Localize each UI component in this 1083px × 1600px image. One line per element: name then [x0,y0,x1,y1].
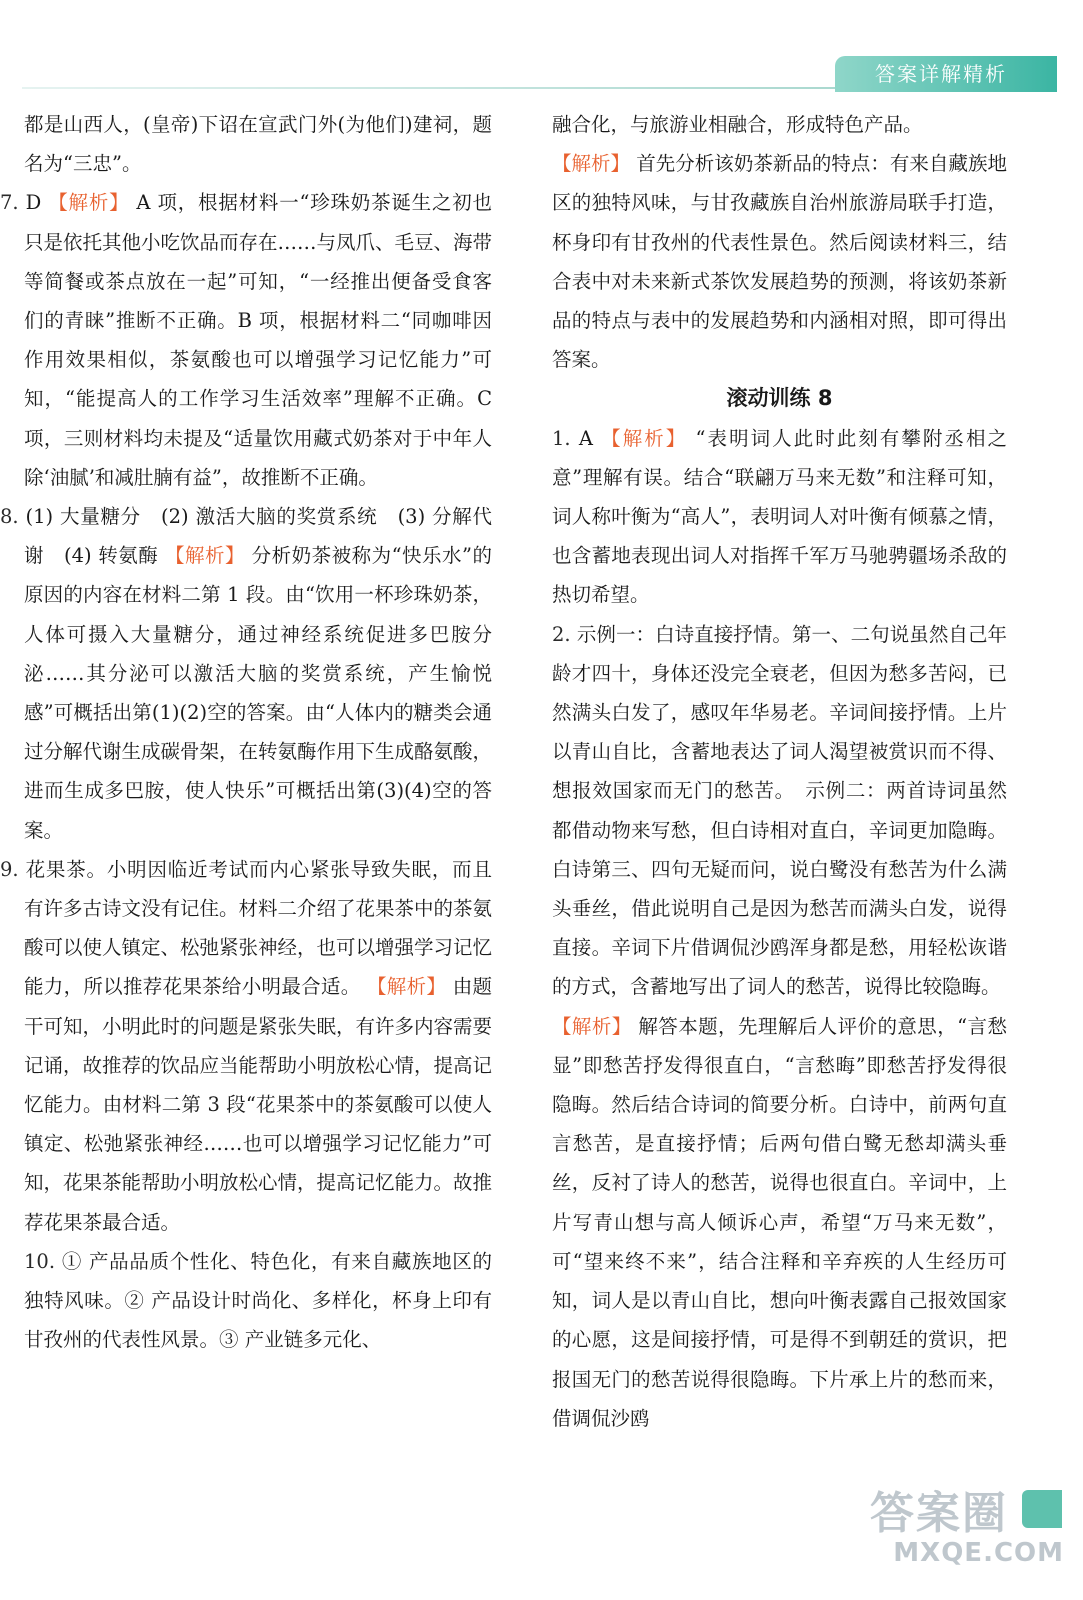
analysis-text: 由题干可知，小明此时的问题是紧张失眠，有许多内容需要记诵，故推荐的饮品应当能帮助小明放松心情，提高记忆能力。由材料二第 3 段“花果茶中的茶氨酸可以使人镇定、松弛紧张神经……也可以增强学习记忆能力”可知，花果茶能帮助小明放松心情，提高记忆能力。故推荐花果茶最合适。 [24,975,493,1234]
item-number: 10. [24,1249,56,1273]
answer-item-2 [552,615,1007,1007]
answer-item-7 [0,183,493,497]
answer-item-1 [552,419,1007,615]
analysis-tag: 【解析】 [367,975,447,999]
header-title: 答案详解精析 [835,56,1057,92]
item-number: 8. [0,505,19,529]
answer-text: (1) 大量糖分 (2) 激活大脑的奖赏系统 (3) 分解代谢 (4) 转氨酶 [24,505,492,568]
right-column [552,105,1007,1438]
section-title: 滚动训练 8 [726,386,833,411]
analysis-text: A 项，根据材料一“珍珠奶茶诞生之初也只是依托其他小吃饮品而存在……与凤爪、毛豆、海带等简餐或茶点放在一起”可知，“一经推出便备受食客们的青睐”推断不正确。B 项，根据材料二“同咖啡因作用效果相似，茶氨酸也可以增强学习记忆能力”可知，“能提高人的工作学习生活效率”理解不正确。C 项，三则材料均未提及“适量饮用藏式奶茶对于中年人除‘油腻’和减肚腩有益”，故推断不正确。 [24,191,493,489]
continued-answer: 融合化，与旅游业相融合，形成特色产品。 [552,113,923,136]
analysis-text: 分析奶茶被称为“快乐水”的原因的内容在材料二第 1 段。由“饮用一杯珍珠奶茶，人体可摄入大量糖分，通过神经系统促进多巴胺分泌……其分泌可以激活大脑的奖赏系统，产生愉悦感”可概括出第(1)(2)空的答案。由“人体内的糖类会通过分解代谢生成碳骨架，在转氨酶作用下生成酪氨酸，进而生成多巴胺，使人快乐”可概括出第(3)(4)空的答案。 [24,544,493,842]
left-column [0,105,493,1360]
watermark [870,1490,1070,1585]
answer-text: 花果茶。小明因临近考试而内心紧张导致失眠，而且有许多古诗文没有记住。材料二介绍了花果茶中的茶氨酸可以使人镇定、松弛紧张神经，也可以增强学习记忆能力，所以推荐花果茶给小明最合适。 [24,857,493,999]
analysis-tag: 【解析】 [601,426,688,450]
analysis-tag: 【解析】 [164,544,245,568]
answer-item-2-analysis [552,1007,1007,1438]
analysis-text: 解答本题，先理解后人评价的意思，“言愁显”即愁苦抒发得很直白，“言愁晦”即愁苦抒发得很隐晦。然后结合诗词的简要分析。白诗中，前两句直言愁苦，是直接抒情；后两句借白鹭无愁却满头垂丝，反衬了诗人的愁苦，说得也很直白。辛词中，上片写青山想与高人倾诉心声，希望“万马来无数”，可“望来终不来”，结合注释和辛弃疾的人生经历可知，词人是以青山自比，想向叶衡表露自己报效国家的心愿，这是间接抒情，可是得不到朝廷的赏识，把报国无门的愁苦说得很隐晦。下片承上片的愁而来，借调侃沙鸥 [552,1014,1007,1430]
answer-item-10 [24,1242,492,1360]
watermark-url: MXQE.COM [893,1538,1064,1568]
header-rule [22,87,852,89]
watermark-logo-text: 答案圈 [870,1488,1008,1539]
analysis-text: 首先分析该奶茶新品的特点：有来自藏族地区的独特风味，与甘孜藏族自治州旅游局联手打造，杯身印有甘孜州的代表性景色。然后阅读材料三，结合表中对未来新式茶饮发展趋势的预测，将该奶茶新品的特点与表中的发展趋势和内涵相对照，即可得出答案。 [552,152,1007,372]
item-number: 1. [552,426,571,450]
item-number: 2. [552,622,571,646]
analysis-tag: 【解析】 [552,1014,632,1038]
answer-item-9 [0,850,493,1242]
continued-text: 都是山西人，(皇帝)下诏在宣武门外(为他们)建祠，题名为“三忠”。 [24,113,492,176]
answer-item-10-analysis [552,144,1007,379]
page-header [0,0,1083,92]
answer-item-8 [0,497,493,850]
item-number: 7. [0,191,19,215]
analysis-tag: 【解析】 [552,152,631,176]
answer-choice: D [25,191,42,215]
answer-choice: A [578,426,593,450]
answer-text: 示例一：白诗直接抒情。第一、二句说虽然自己年龄才四十，身体还没完全衰老，但因为愁多苦闷，已然满头白发了，感叹年华易老。辛词间接抒情。上片以青山自比，含蓄地表达了词人渴望被赏识而不得、想报效国家而无门的愁苦。 示例二：两首诗词虽然都借动物来写愁，但白诗相对直白，辛词更加隐晦。白诗第三、四句无疑而问，说白鹭没有愁苦为什么满头垂丝，借此说明自己是因为愁苦而满头白发，说得直接。辛词下片借调侃沙鸥浑身都是愁，用轻松诙谐的方式，含蓄地写出了词人的愁苦，说得比较隐晦。 [552,622,1007,999]
analysis-tag: 【解析】 [48,191,130,215]
analysis-text: “表明词人此时此刻有攀附丞相之意”理解有误。结合“联翩万马来无数”和注释可知，词人称叶衡为“高人”，表明词人对叶衡有倾慕之情，也含蓄地表现出词人对指挥千军万马驰骋疆场杀敌的热切希望。 [552,426,1007,607]
answer-text: ① 产品品质个性化、特色化，有来自藏族地区的独特风味。② 产品设计时尚化、多样化，杯身上印有甘孜州的代表性风景。③ 产业链多元化、 [24,1249,492,1352]
item-number: 9. [0,857,19,881]
